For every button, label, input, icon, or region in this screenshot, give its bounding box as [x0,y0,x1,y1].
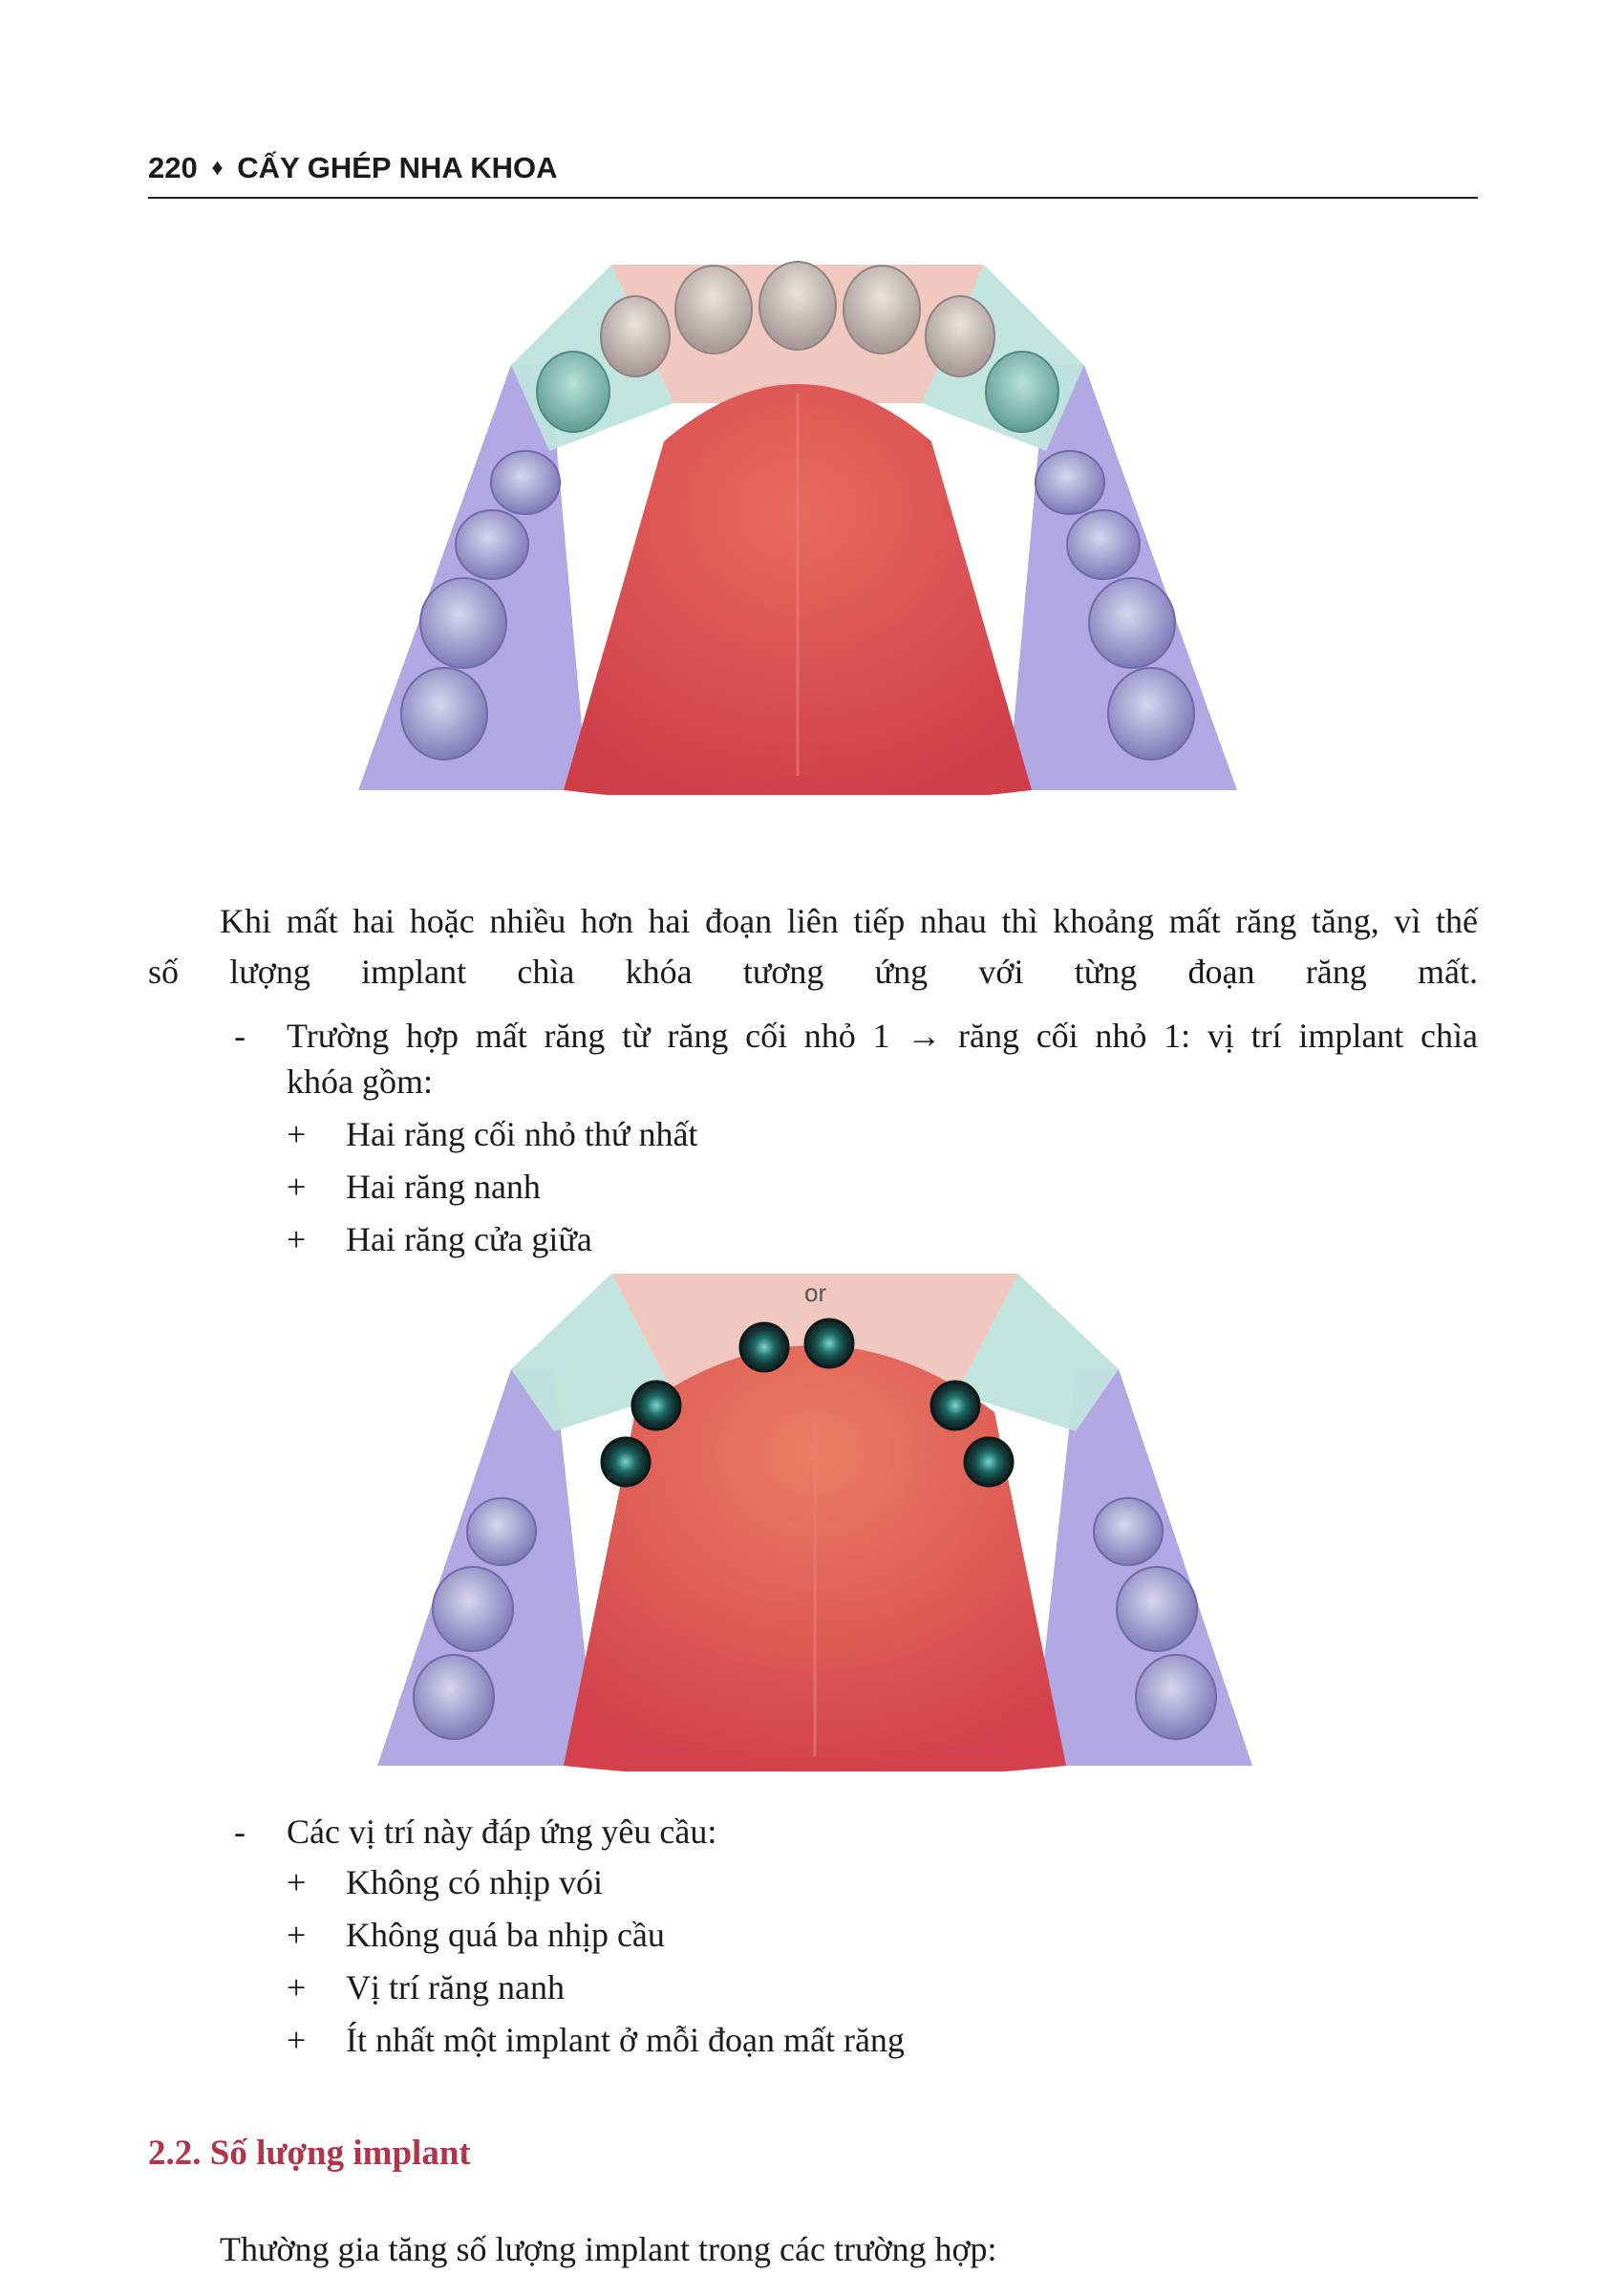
paragraph-intro [148,896,1478,998]
arch-diagram-implants-svg [377,1269,1252,1771]
requirement-item-4: + Ít nhất một implant ở mỗi đoạn mất răng [287,2017,1146,2063]
header-rule [148,197,1478,199]
molar-right-3 [1136,1655,1216,1739]
section-intro-text: Thường gia tăng số lượng implant trong các trường hợp: [220,2230,997,2268]
molar-right-2 [1117,1567,1197,1651]
implant-central-right [805,1320,853,1367]
implant-premolar-right [965,1438,1013,1486]
premolar-left-1 [491,451,560,514]
implant-canine-left [632,1382,680,1429]
canine-left [537,352,609,432]
requirement-item-2: + Không quá ba nhịp cầu [287,1912,1146,1958]
arch-diagram-implants [377,1269,1252,1771]
molar-right-2 [1089,578,1175,668]
dash-marker: - [234,1813,246,1851]
section-intro [220,2226,1462,2272]
molar-left-2 [433,1567,513,1651]
or-label: or [804,1278,827,1307]
page-number: 220 [148,151,198,184]
case1-item-text: Hai răng nanh [346,1168,541,1206]
molar-left-2 [420,578,506,668]
requirements-intro: Các vị trí này đáp ứng yêu cầu: [287,1813,717,1851]
molar-right-3 [1108,668,1194,760]
case1-line2: khóa gồm: [287,1062,433,1101]
molar-left-3 [401,668,487,760]
requirement-item-3: + Vị trí răng nanh [287,1964,1146,2010]
paragraph-intro-line2: số lượng implant chìa khóa tương ứng với từng đoạn răng mất. [148,953,1478,991]
case1-item-2: + Hai răng nanh [287,1164,1146,1210]
incisor-central-right-2 [844,266,920,354]
molar-left-3 [414,1655,494,1739]
case1-item-1: + Hai răng cối nhỏ thứ nhất [287,1111,1146,1157]
case1-item-3: + Hai răng cửa giữa [287,1216,1146,1262]
premolar-right-2 [1094,1498,1163,1565]
case1-line1: Trường hợp mất răng từ răng cối nhỏ 1 → răng cối nhỏ 1: vị trí implant chìa [287,1017,1478,1055]
requirement-item-1: + Không có nhịp vói [287,1859,1146,1905]
premolar-right-1 [1036,451,1104,514]
arch-diagram-full-svg [358,260,1237,795]
incisor-lateral-right [926,296,994,376]
incisor-central-right [759,262,836,350]
premolar-left-2 [467,1498,536,1565]
arch-diagram-full [358,260,1237,795]
requirement-item-text: Vị trí răng nanh [346,1968,565,2006]
requirement-item-text: Không quá ba nhịp cầu [346,1916,665,1954]
incisor-central-left [675,266,752,354]
header-separator: ♦ [211,155,224,181]
dash-marker: - [234,1017,246,1055]
implant-premolar-left [602,1438,650,1486]
book-title: CẤY GHÉP NHA KHOA [237,151,558,184]
premolar-left-2 [456,510,528,579]
requirement-item-text: Ít nhất một implant ở mỗi đoạn mất răng [346,2021,905,2059]
implant-central-left [740,1323,788,1371]
case1-item-text: Hai răng cối nhỏ thứ nhất [346,1115,698,1153]
section-heading: 2.2. Số lượng implant [148,2134,471,2173]
incisor-lateral-left [601,296,670,376]
premolar-right-2 [1067,510,1140,579]
case1-item-text: Hai răng cửa giữa [346,1220,592,1258]
canine-right [986,352,1058,432]
paragraph-intro-line1: Khi mất hai hoặc nhiều hơn hai đoạn liên tiếp nhau thì khoảng mất răng tăng, vì thế [220,902,1478,940]
implant-canine-right [931,1382,979,1429]
case1-bullet [234,1013,1478,1108]
running-header [148,151,1478,197]
requirement-item-text: Không có nhịp vói [346,1863,603,1901]
requirements-bullet [234,1809,1285,1855]
